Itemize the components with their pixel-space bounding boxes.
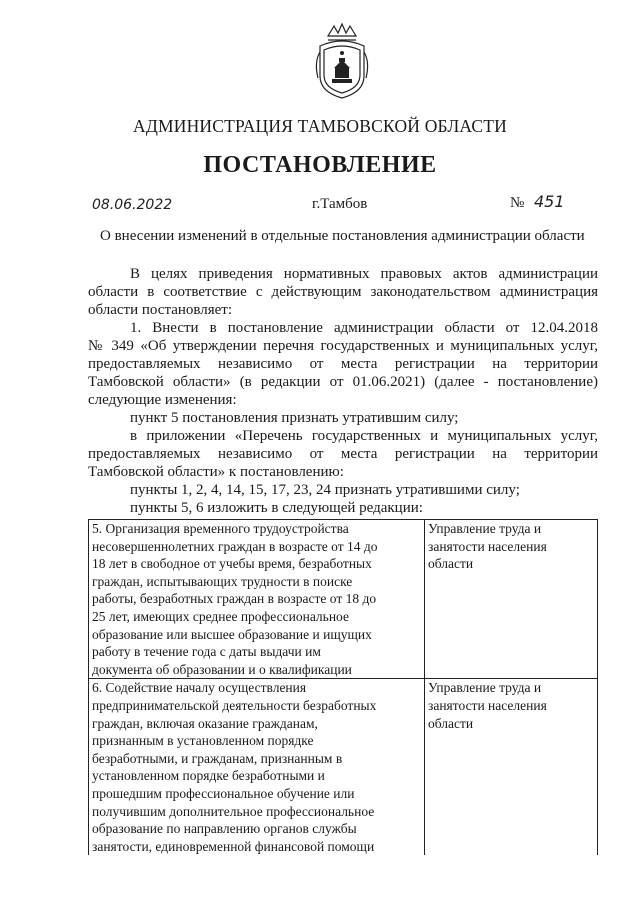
cell-line: области xyxy=(428,556,474,572)
cell-line: документа об образовании и о квалификации xyxy=(92,661,352,677)
body-line: пункты 1, 2, 4, 14, 15, 17, 23, 24 признать утратившими силу; xyxy=(130,482,520,498)
cell-line: граждан, испытывающих трудности в поиске xyxy=(92,573,353,589)
cell-line: Управление труда и xyxy=(428,680,542,696)
cell-line: работу в течение года с даты выдачи им xyxy=(92,644,321,660)
coat-of-arms-icon xyxy=(312,22,372,100)
body-line: Тамбовской области» к постановлению: xyxy=(88,464,344,480)
table-row xyxy=(89,520,598,679)
document-subject: О внесении изменений в отдельные постановления администрации области xyxy=(100,228,585,244)
agency-cell xyxy=(425,679,598,855)
cell-line: 25 лет, имеющих среднее профессиональное xyxy=(92,608,349,624)
service-cell xyxy=(89,679,425,855)
agency-cell xyxy=(425,520,598,679)
body-line: 1. Внести в постановление администрации области от 12.04.2018 xyxy=(130,320,598,336)
service-cell xyxy=(89,520,425,679)
body-line: Тамбовской области» (в редакции от 01.06.2021) (далее - постановление) xyxy=(88,374,598,390)
cell-line: образование по направлению органов службы xyxy=(92,821,357,837)
organization-name: АДМИНИСТРАЦИЯ ТАМБОВСКОЙ ОБЛАСТИ xyxy=(133,116,507,136)
cell-line: образование или высшее образование и ищущих xyxy=(92,626,372,642)
cell-line: прошедшим профессиональное обучение или xyxy=(92,785,355,801)
cell-line: работы, безработных граждан в возрасте от 18 до xyxy=(92,591,377,607)
body-line: № 349 «Об утверждении перечня государственных и муниципальных услуг, xyxy=(88,338,598,354)
number-sign: № xyxy=(510,195,525,211)
cell-line: занятости населения xyxy=(428,538,547,554)
cell-line: несовершеннолетних граждан в возрасте от 14 до xyxy=(92,538,378,554)
body-line: области в соответствие с действующим законодательством администрация xyxy=(88,284,598,300)
cell-line: 18 лет в свободное от учебы время, безработных xyxy=(92,556,372,572)
cell-line: Управление труда и xyxy=(428,521,542,536)
body-line: области постановляет: xyxy=(88,302,233,318)
cell-line: безработными, и гражданам, признанным в xyxy=(92,750,343,766)
cell-line: признанным в установленном порядке xyxy=(92,733,314,749)
body-line: следующие изменения: xyxy=(88,392,237,408)
document-date: 08.06.2022 xyxy=(92,197,173,213)
cell-line: предпринимательской деятельности безработных xyxy=(92,697,377,713)
cell-line: установленном порядке безработными и xyxy=(92,768,325,784)
cell-line: занятости, единовременной финансовой помощи xyxy=(92,838,375,854)
body-line: В целях приведения нормативных правовых актов администрации xyxy=(130,266,598,282)
body-line: пункт 5 постановления признать утратившим силу; xyxy=(130,410,459,426)
body-line: пункты 5, 6 изложить в следующей редакции: xyxy=(130,500,423,516)
services-table xyxy=(88,519,598,855)
document-type: ПОСТАНОВЛЕНИЕ xyxy=(203,152,437,178)
body-line: предоставляемых независимо от места регистрации на территории xyxy=(88,446,598,462)
cell-line: области xyxy=(428,715,474,731)
body-line: предоставляемых независимо от места регистрации на территории xyxy=(88,356,598,372)
cell-line: 5. Организация временного трудоустройства xyxy=(92,521,349,536)
table-row xyxy=(89,679,598,855)
cell-line: граждан, включая оказание гражданам, xyxy=(92,715,318,731)
body-line: в приложении «Перечень государственных и муниципальных услуг, xyxy=(130,428,598,444)
cell-line: 6. Содействие началу осуществления xyxy=(92,680,307,696)
cell-line: занятости населения xyxy=(428,697,547,713)
city: г.Тамбов xyxy=(312,196,368,212)
document-number: 451 xyxy=(534,192,565,211)
cell-line: получившим дополнительное профессиональное xyxy=(92,803,375,819)
